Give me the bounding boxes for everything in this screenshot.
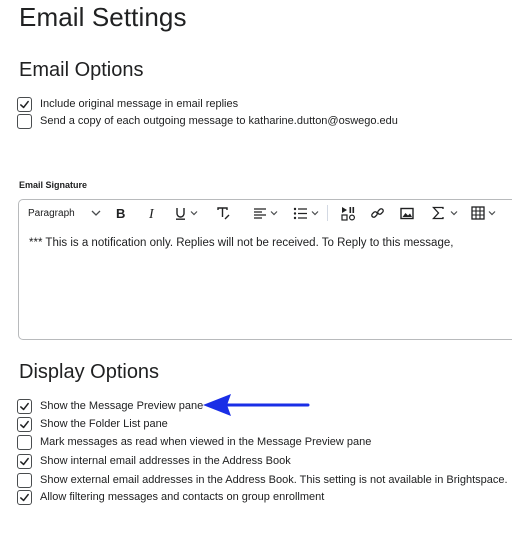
chevron-down-icon: [270, 209, 278, 217]
chevron-down-icon: [190, 209, 198, 217]
bold-button[interactable]: [115, 202, 127, 224]
email-options-heading: Email Options: [19, 59, 144, 81]
message-preview-checkbox[interactable]: [17, 399, 32, 414]
folder-list-checkbox[interactable]: [17, 417, 32, 432]
chevron-down-icon: [488, 209, 496, 217]
group-filter-option[interactable]: [17, 488, 324, 506]
group-filter-label: Allow filtering messages and contacts on group enrollment: [40, 491, 325, 503]
insert-link-button[interactable]: [370, 202, 385, 224]
signature-editor[interactable]: [18, 199, 512, 340]
editor-toolbar: [19, 200, 512, 226]
external-addresses-option[interactable]: [17, 471, 508, 489]
mark-read-checkbox[interactable]: [17, 435, 32, 450]
send-copy-checkbox[interactable]: [17, 114, 32, 129]
chevron-down-icon: [311, 209, 319, 217]
annotation-arrow-icon: [200, 392, 312, 418]
include-original-label: Include original message in email replies: [40, 98, 239, 110]
mark-read-option[interactable]: [17, 433, 371, 451]
folder-list-label: Show the Folder List pane: [40, 418, 168, 430]
group-filter-checkbox[interactable]: [17, 490, 32, 505]
internal-addresses-label: Show internal email addresses in the Address Book: [40, 455, 291, 467]
checkmark-icon: [19, 99, 30, 110]
table-icon: [471, 206, 485, 220]
send-copy-option[interactable]: [17, 112, 398, 130]
page-title: Email Settings: [19, 2, 187, 32]
italic-icon: [146, 206, 158, 220]
chevron-down-icon: [89, 208, 103, 218]
mark-read-label: Mark messages as read when viewed in the Message Preview pane: [40, 436, 372, 448]
message-preview-option[interactable]: [17, 397, 203, 415]
equation-icon: [432, 206, 444, 220]
list-icon: [293, 207, 308, 220]
internal-addresses-option[interactable]: [17, 452, 291, 470]
underline-icon: [174, 206, 187, 221]
image-icon: [400, 207, 414, 220]
paragraph-format-dropdown[interactable]: [28, 202, 103, 224]
external-addresses-checkbox[interactable]: [17, 473, 32, 488]
chevron-down-icon: [450, 209, 458, 217]
insert-image-button[interactable]: [400, 202, 414, 224]
insert-table-button[interactable]: [471, 202, 496, 224]
bold-icon: [115, 206, 127, 220]
checkmark-icon: [19, 419, 30, 430]
underline-button[interactable]: [174, 202, 198, 224]
svg-text:B: B: [116, 206, 126, 220]
signature-content[interactable]: *** This is a notification only. Replies will not be received. To Reply to this message,: [29, 237, 454, 249]
toolbar-divider: [327, 205, 328, 221]
link-icon: [370, 206, 385, 221]
svg-text:I: I: [149, 207, 154, 220]
checkmark-icon: [19, 401, 30, 412]
external-addresses-label: Show external email addresses in the Address Book. This setting is not available in Brightspace.: [40, 474, 508, 486]
display-options-heading: Display Options: [19, 361, 160, 383]
text-format-icon: [216, 206, 231, 221]
media-icon: [341, 206, 356, 221]
checkmark-icon: [19, 492, 30, 503]
list-button[interactable]: [293, 202, 319, 224]
checkmark-icon: [19, 456, 30, 467]
text-format-button[interactable]: [216, 202, 231, 224]
paragraph-format-label: Paragraph: [28, 207, 75, 219]
insert-media-button[interactable]: [341, 202, 356, 224]
folder-list-option[interactable]: [17, 415, 168, 433]
align-icon: [253, 207, 267, 220]
align-button[interactable]: [253, 202, 278, 224]
email-signature-label: Email Signature: [19, 180, 88, 190]
internal-addresses-checkbox[interactable]: [17, 454, 32, 469]
insert-equation-button[interactable]: [432, 202, 458, 224]
message-preview-label: Show the Message Preview pane: [40, 400, 204, 412]
send-copy-label: Send a copy of each outgoing message to katharine.dutton@oswego.edu: [40, 115, 398, 127]
include-original-option[interactable]: [17, 95, 238, 113]
italic-button[interactable]: [146, 202, 158, 224]
include-original-checkbox[interactable]: [17, 97, 32, 112]
